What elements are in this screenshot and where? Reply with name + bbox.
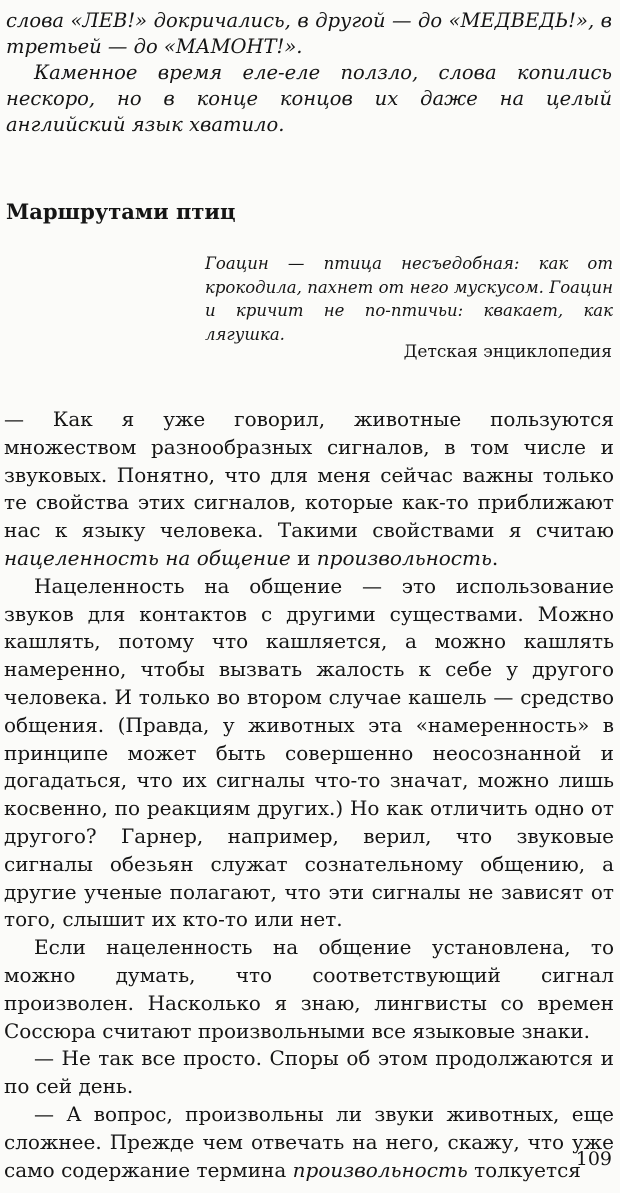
body-paragraph: — Не так все просто. Споры об этом продолжаются и по сей день. bbox=[4, 1046, 614, 1099]
emphasis: произвольность bbox=[316, 545, 492, 570]
main-text bbox=[4, 406, 614, 1184]
epigraph-source: Детская энциклопедия bbox=[403, 342, 612, 362]
body-paragraph bbox=[4, 406, 614, 573]
emphasis: нацеленность на общение bbox=[4, 545, 291, 570]
intro-paragraph: Каменное время еле-еле ползло, слова копились нескоро, но в конце концов их даже на целый английский язык хватило. bbox=[6, 61, 612, 136]
emphasis: произвольность bbox=[292, 1157, 468, 1182]
intro-text bbox=[6, 8, 612, 138]
epigraph-text: Гоацин — птица несъедобная: как от крокодила, пахнет от него мускусом. Гоацин и кричит не по-птичьи: квакает, как лягушка. bbox=[205, 254, 613, 344]
body-paragraph bbox=[4, 1101, 614, 1184]
body-paragraph: Нацеленность на общение — это использование звуков для контактов с другими существами. Можно кашлять, потому что кашляется, а можно кашлять намеренно, чтобы вызвать жалость к себе у другого человека. И только во втором случае кашель — средство общения. (Правда, у животных эта «намеренность» в принципе может быть совершенно неосознанной и догадаться, что их сигналы что-то значат, можно лишь косвенно, по реакциям других.) Но как отличить одно от другого? Гарнер, например, верил, что звуковые сигналы обезьян служат сознательному общению, а другие ученые полагают, что эти сигналы не зависят от того, слышит их кто-то или нет. bbox=[4, 573, 614, 932]
body-paragraph: Если нацеленность на общение установлена, то можно думать, что соответствующий сигнал произволен. Насколько я знаю, лингвисты со времен Соссюра считают произвольными все языковые знаки. bbox=[4, 935, 614, 1043]
section-title: Маршрутами птиц bbox=[6, 199, 236, 224]
text-run: толкуется bbox=[467, 1157, 581, 1182]
text-run: — Как я уже говорил, животные пользуются множеством разнообразных сигналов, в том числе и звуковых. Понятно, что для меня сейчас важны только те свойства этих сигналов, которые как-то приближают нас к языку человека. Такими свойствами я считаю bbox=[4, 407, 614, 543]
intro-paragraph: слова «ЛЕВ!» докричались, в другой — до «МЕДВЕДЬ!», в третьей — до «МАМОНТ!». bbox=[6, 9, 612, 58]
text-run: и bbox=[290, 545, 317, 570]
text-run: . bbox=[491, 545, 499, 570]
page-number: 109 bbox=[575, 1148, 612, 1170]
text-run: — А вопрос, произвольны ли звуки животных, еще сложнее. Прежде чем отвечать на него, скажу, что уже само содержание термина bbox=[4, 1101, 614, 1182]
